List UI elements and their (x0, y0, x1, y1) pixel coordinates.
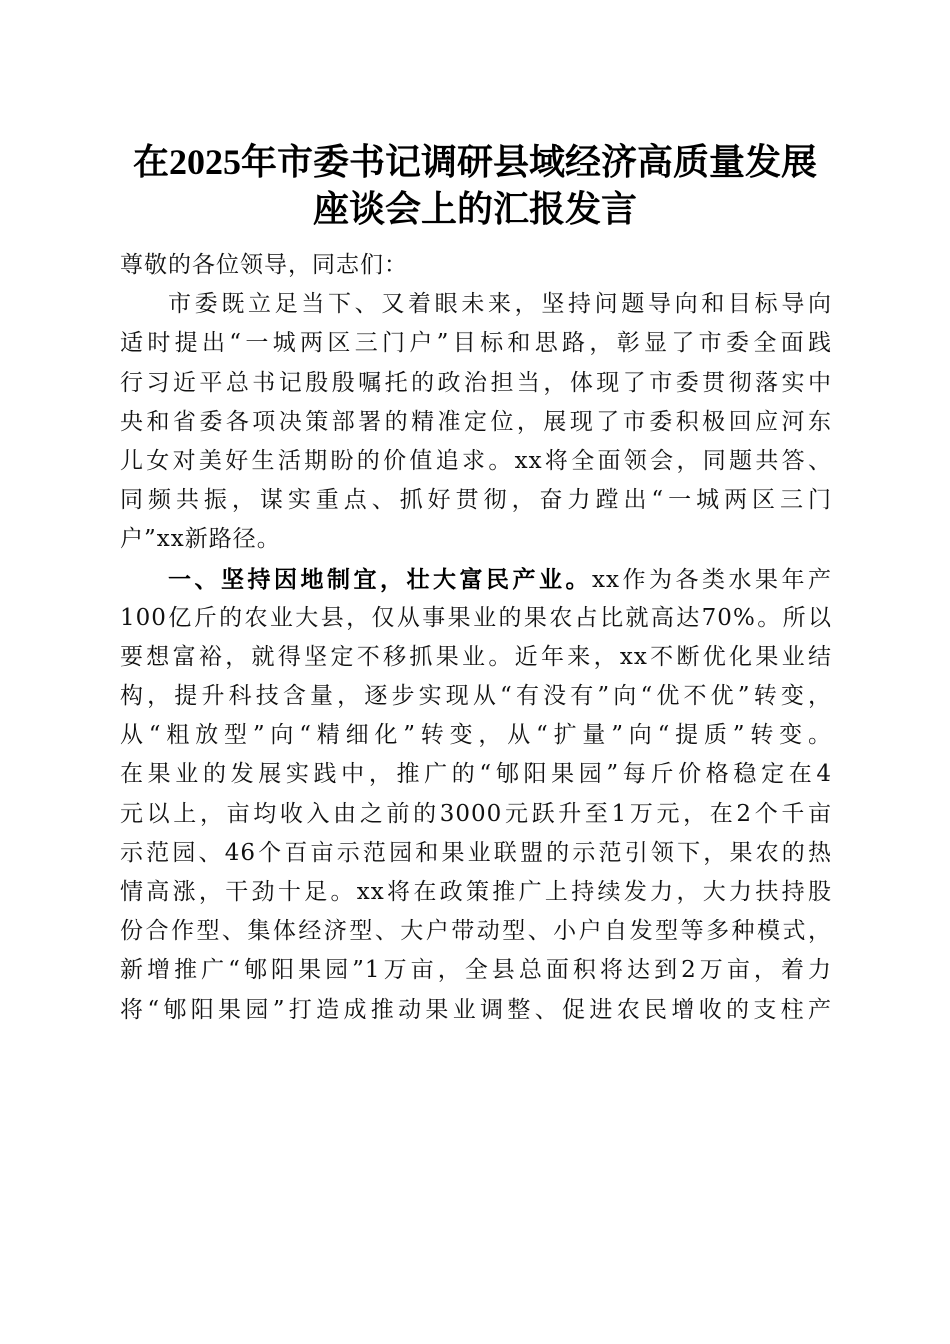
section-1-line: 要想富裕，就得坚定不移抓果业。近年来，xx不断优化果业结 (120, 643, 832, 670)
section-1-line: 构，提升科技含量，逐步实现从“有没有”向“优不优”转变， (120, 683, 832, 710)
section-1-first-line (120, 560, 832, 599)
paragraph-1-line: 行习近平总书记殷殷嘱托的政治担当，体现了市委贯彻落实中 (120, 369, 832, 396)
paragraph-1-line: 适时提出“一城两区三门户”目标和思路，彰显了市委全面践 (120, 330, 832, 357)
document-body (120, 246, 832, 1030)
section-1-line: 示范园、46个百亩示范园和果业联盟的示范引领下，果农的热 (120, 839, 832, 866)
section-1-line: 情高涨，干劲十足。xx将在政策推广上持续发力，大力扶持股 (120, 879, 832, 905)
section-1-line: 从“粗放型”向“精细化”转变，从“扩量”向“提质”转变。 (120, 722, 832, 749)
document-title-line-2: 座谈会上的汇报发言 (312, 189, 637, 229)
section-1-line: 份合作型、集体经济型、大户带动型、小户自发型等多种模式， (120, 918, 832, 945)
section-1-heading: 一、坚持因地制宜，壮大富民产业。 (168, 565, 593, 593)
section-1 (120, 560, 832, 1030)
section-1-line: 元以上，亩均收入由之前的3000元跃升至1万元，在2个千亩 (120, 800, 832, 827)
paragraph-1-line: 同频共振，谋实重点、抓好贯彻，奋力蹚出“一城两区三门 (120, 487, 832, 514)
section-1-line: 在果业的发展实践中，推广的“郇阳果园”每斤价格稳定在4 (120, 761, 832, 788)
document-title-line-1: 在2025年市委书记调研县域经济高质量发展 (132, 142, 817, 182)
section-1-line: 100亿斤的农业大县，仅从事果业的果农占比就高达70%。所以 (120, 604, 832, 631)
paragraph-1-line: 儿女对美好生活期盼的价值追求。xx将全面领会，同题共答、 (120, 447, 832, 474)
paragraph-1-line: 市委既立足当下、又着眼未来，坚持问题导向和目标导向 (168, 291, 832, 318)
paragraph-1 (120, 285, 832, 559)
section-1-line: 新增推广“郇阳果园”1万亩，全县总面积将达到2万亩，着力 (120, 957, 832, 984)
paragraph-1-line: 央和省委各项决策部署的精准定位，展现了市委积极回应河东 (120, 408, 832, 435)
salutation: 尊敬的各位领导，同志们： (120, 252, 408, 278)
section-1-first-line-text: xx作为各类水果年产 (592, 566, 832, 593)
section-1-line: 将“郇阳果园”打造成推动果业调整、促进农民增收的支柱产 (120, 996, 832, 1023)
paragraph-1-line: 户”xx新路径。 (120, 526, 281, 553)
